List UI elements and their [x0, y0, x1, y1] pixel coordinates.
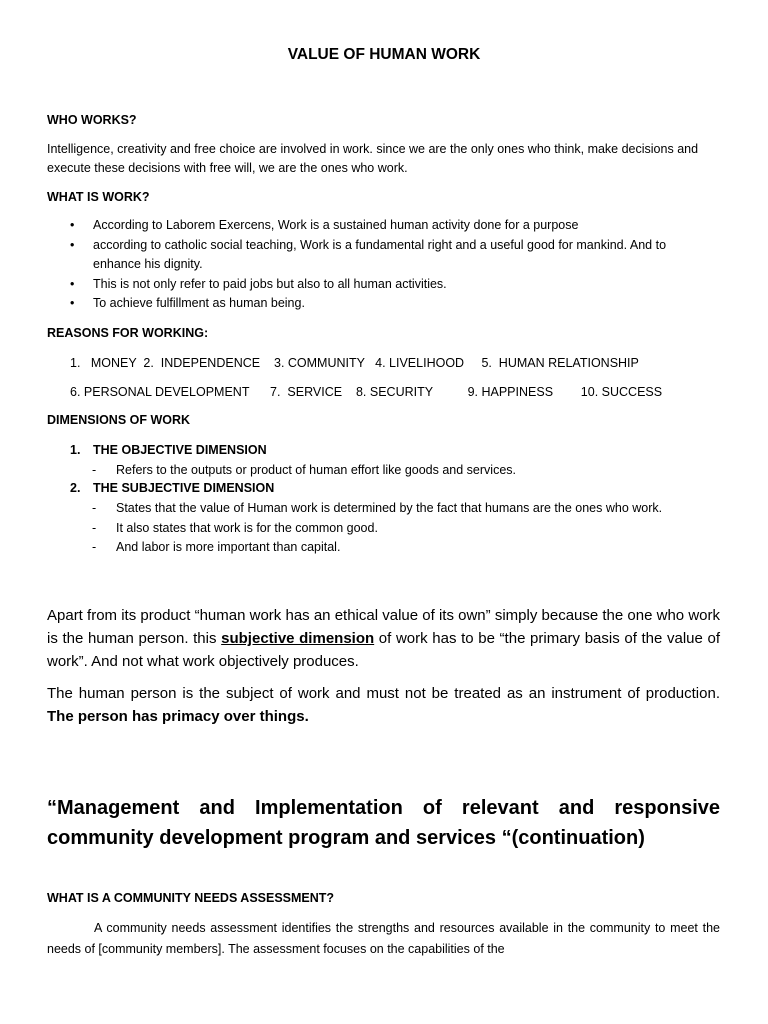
dash-icon: -: [92, 501, 97, 515]
page-title: VALUE OF HUMAN WORK: [287, 46, 481, 63]
who-works-heading: WHO WORKS?: [47, 113, 137, 127]
list-item: • according to catholic social teaching, Work is a fundamental right and a useful good for mankind. And to enhance his dignity.: [70, 237, 667, 271]
list-item: - And labor is more important than capital.: [47, 538, 707, 558]
list-item: • To achieve fulfillment as human being.: [47, 294, 707, 314]
list-item: - Refers to the outputs or product of human effort like goods and services.: [47, 461, 707, 481]
dash-icon: -: [92, 520, 97, 535]
list-item: • This is not only refer to paid jobs but also to all human activities.: [47, 275, 707, 295]
primacy-statement: The person has primacy over things.: [47, 708, 309, 725]
ethical-value-paragraph: Apart from its product “human work has an ethical value of its own” simply because the one who work is the human person. this subjective dimension of work has to be “the primary basis of the value of work”. And not what work objectively produces.: [47, 607, 720, 670]
bullet-icon: •: [70, 296, 75, 310]
objective-dimension-points: [47, 461, 707, 481]
list-item: • According to Laborem Exercens, Work is a sustained human activity done for a purpose: [47, 216, 707, 236]
needs-assessment-paragraph: A community needs assessment identifies the strengths and resources available in the community to meet the needs of [community members]. The assessment focuses on the capabilities of the: [47, 921, 720, 956]
dash-icon: -: [92, 540, 97, 554]
dash-icon: -: [92, 463, 97, 477]
reasons-heading: REASONS FOR WORKING:: [47, 326, 209, 340]
objective-dimension-title: 1. THE OBJECTIVE DIMENSION: [70, 443, 267, 457]
reasons-line-2: 6. PERSONAL DEVELOPMENT 7. SERVICE 8. SECURITY 9. HAPPINESS 10. SUCCESS: [70, 385, 663, 399]
what-is-work-list: [47, 216, 707, 314]
needs-assessment-heading: WHAT IS A COMMUNITY NEEDS ASSESSMENT?: [47, 891, 335, 905]
dimensions-heading: DIMENSIONS OF WORK: [47, 413, 191, 427]
what-is-work-heading: WHAT IS WORK?: [47, 190, 150, 204]
list-item: - States that the value of Human work is determined by the fact that humans are the ones who work.: [47, 499, 707, 519]
human-person-paragraph: The human person is the subject of work and must not be treated as an instrument of production. The person has primacy over things.: [47, 685, 720, 725]
bullet-icon: •: [70, 276, 75, 291]
subjective-dimension-title: 2. THE SUBJECTIVE DIMENSION: [70, 481, 275, 495]
subjective-dimension-emphasis: subjective dimension: [221, 630, 375, 647]
list-item: - It also states that work is for the common good.: [47, 519, 707, 539]
subjective-dimension-points: [47, 499, 707, 558]
section-heading: “Management and Implementation of relevant and responsive community development program and services “(continuation): [47, 797, 720, 849]
who-works-paragraph: Intelligence, creativity and free choice are involved in work. since we are the only ones who think, make decisions and execute these decisions with free will, we are the ones who work.: [47, 142, 699, 175]
reasons-line-1: 1. MONEY 2. INDEPENDENCE 3. COMMUNITY 4. LIVELIHOOD 5. HUMAN RELATIONSHIP: [70, 356, 639, 370]
bullet-icon: •: [70, 218, 75, 232]
bullet-icon: •: [70, 237, 75, 252]
